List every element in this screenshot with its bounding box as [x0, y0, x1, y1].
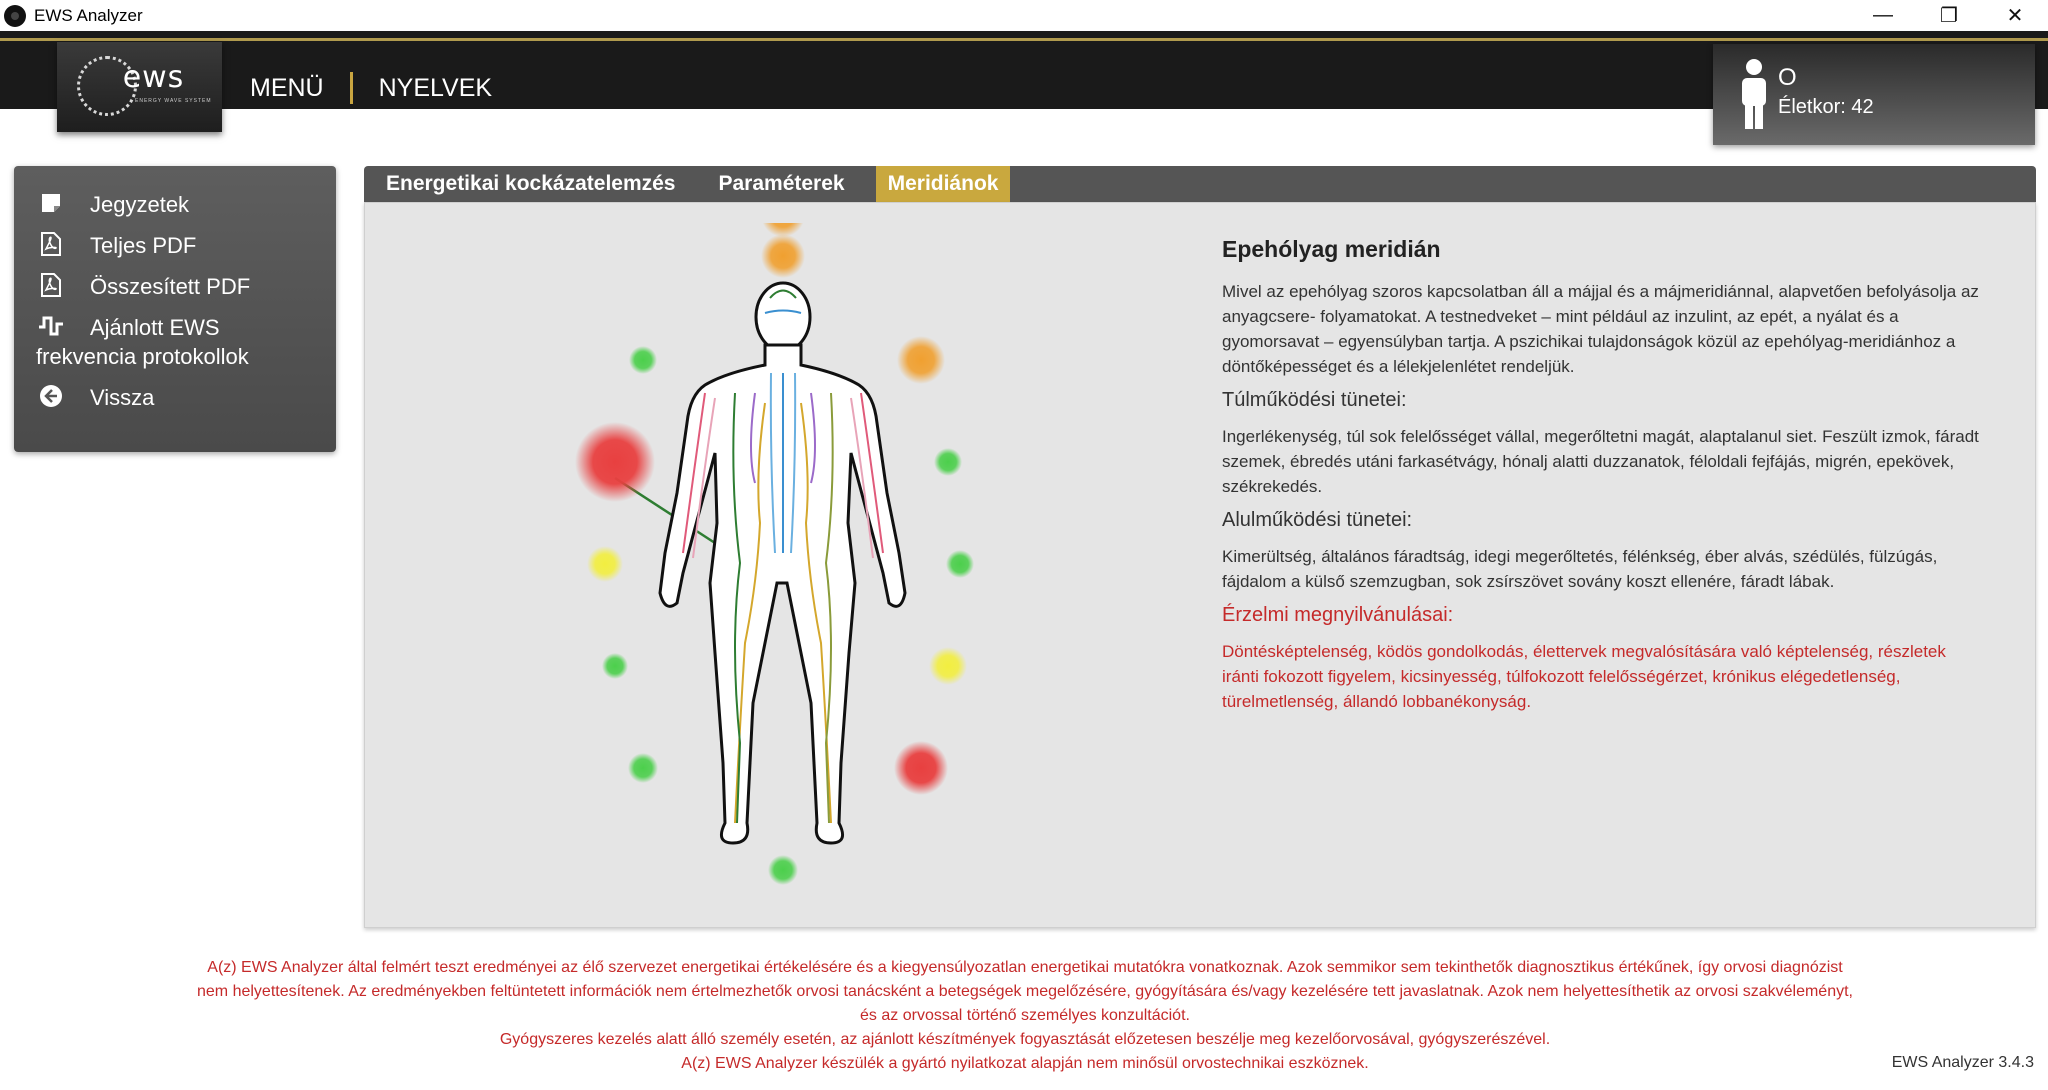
- meridian-point-left-yellow[interactable]: [587, 546, 623, 582]
- meridian-point-right-green-1[interactable]: [934, 448, 962, 476]
- nav-menu[interactable]: MENÜ: [250, 73, 324, 102]
- tab-meridians[interactable]: Meridiánok: [876, 166, 1011, 202]
- minimize-button[interactable]: —: [1873, 4, 1893, 26]
- close-button[interactable]: ✕: [2006, 5, 2024, 27]
- meridian-point-bottom-green[interactable]: [768, 855, 798, 885]
- back-arrow-icon: [38, 383, 64, 409]
- notes-icon: [38, 190, 64, 216]
- pdf-icon: [38, 231, 64, 257]
- nav-separator: [350, 72, 353, 104]
- sidebar-item-full-pdf[interactable]: [14, 231, 336, 260]
- meridian-description: Mivel az epehólyag szoros kapcsolatban áll a májjal és a májmeridiánnal, alapvetően befolyásolja az anyagcsere- folyamatokat. A testnedveket – mint például az inzulint, az epét, a nyálat és a gyomorsavat – egyensúlyban tartja. A pszichikai tulajdonságok közül az epehólyag-meridiánhoz a döntőképességet és a lélekjelenlétet rendeljük.: [1222, 282, 1979, 376]
- disclaimer-line: nem helyettesítenek. Az eredményekben feltüntetett információk nem értelmezhetők orvosi tanácsként a betegségek megelőzésére, gyógyítására és/vagy kezelésére tett javaslatnak. Azok nem helyettesíthetik az orvosi szakvéleményt,: [197, 983, 1853, 1000]
- underactivity-heading: Alulműködési tünetei:: [1222, 509, 1413, 531]
- ews-logo[interactable]: [57, 42, 222, 132]
- meridian-panel: [364, 202, 2036, 928]
- window-title: EWS Analyzer: [34, 5, 143, 25]
- disclaimer-line: és az orvossal történő személyes konzultációt.: [860, 1007, 1190, 1024]
- meridian-point-left-green-3[interactable]: [628, 753, 658, 783]
- sidebar-item-label: Teljes PDF: [90, 233, 197, 258]
- meridian-point-right-green-2[interactable]: [946, 550, 974, 578]
- disclaimer-line: A(z) EWS Analyzer által felmért teszt eredményei az élő szervezet energetikai értékelésére és a kiegyensúlyozatlan energetikai mutatókra vonatkoznak. Azok semmikor sem tekinthetők diagnosztikus értékűnek, így orvosi diagnózist: [207, 959, 1843, 976]
- user-age: Életkor: 42: [1778, 96, 1874, 118]
- summary-pdf-icon: [38, 272, 64, 298]
- tab-bar: [364, 166, 2036, 202]
- sidebar-item-label-line2: frekvencia protokollok: [36, 344, 249, 369]
- header-accent-line: [0, 38, 2048, 41]
- tab-risk-analysis[interactable]: Energetikai kockázatelemzés: [386, 172, 676, 195]
- overactivity-heading: Túlműködési tünetei:: [1222, 389, 1407, 411]
- medical-disclaimer: [140, 956, 1910, 1076]
- sidebar-item-notes[interactable]: [14, 190, 336, 219]
- sidebar-item-frequency-protocols[interactable]: [14, 313, 336, 371]
- sidebar: [14, 166, 336, 452]
- sidebar-item-label: Jegyzetek: [90, 192, 190, 217]
- meridian-info: [1222, 236, 1982, 724]
- emotional-heading: Érzelmi megnyilvánulásai:: [1222, 604, 1454, 626]
- disclaimer-line: Gyógyszeres kezelés alatt álló személy esetén, az ajánlott készítmények fogyasztását előzetesen beszélje meg kezelőorvosával, gyógyszerészével.: [499, 1031, 1551, 1048]
- app-version: EWS Analyzer 3.4.3: [1891, 1054, 2034, 1071]
- meridian-point-top-orange[interactable]: [761, 234, 805, 278]
- app-icon: [4, 5, 26, 27]
- sidebar-item-back[interactable]: [14, 383, 336, 412]
- meridian-point-right-red[interactable]: [894, 741, 948, 795]
- meridian-point-left-green-1[interactable]: [629, 346, 657, 374]
- window-titlebar: [0, 0, 2048, 31]
- emotional-text: Döntésképtelenség, ködös gondolkodás, élettervek megvalósítására való képtelenség, részletek iránti fokozott figyelem, kicsinyesség, túlfokozott felelősségérzet, krónikus elégedetlenség, türelmetlenség, állandó lobbanékonyság.: [1222, 642, 1946, 711]
- logo-text: ews: [122, 59, 185, 95]
- top-nav: [250, 71, 492, 105]
- meridian-point-right-yellow[interactable]: [929, 647, 967, 685]
- restore-button[interactable]: ❐: [1940, 5, 1958, 27]
- meridian-point-right-orange[interactable]: [897, 336, 945, 384]
- meridian-point-left-green-2[interactable]: [602, 653, 628, 679]
- meridian-title: Epehólyag meridián: [1222, 236, 1441, 262]
- overactivity-text: Ingerlékenység, túl sok felelősséget vállal, megerőltetni magát, alaptalanul siet. Feszült izmok, fáradt szemek, ébredés utáni farkasétvágy, hónalj alatti duzzanatok, féloldali fejfájás, migrén, epekövek, székrekedés.: [1222, 427, 1979, 496]
- sidebar-item-label: Ajánlott EWS: [90, 315, 220, 340]
- window-controls: [1850, 0, 2048, 31]
- meridian-points: [365, 203, 1165, 929]
- tab-parameters[interactable]: Paraméterek: [718, 172, 845, 195]
- sidebar-item-label: Vissza: [90, 385, 155, 410]
- frequency-icon: [38, 313, 64, 339]
- logo-subtitle: ENERGY WAVE SYSTEM: [135, 98, 212, 104]
- meridian-point-gallbladder-red[interactable]: [575, 422, 655, 502]
- user-info-box: [1713, 44, 2035, 145]
- user-name: O: [1778, 64, 1797, 91]
- person-icon: [1737, 58, 1771, 130]
- sidebar-item-label: Összesített PDF: [90, 274, 251, 299]
- underactivity-text: Kimerültség, általános fáradtság, idegi megerőltetés, félénkség, éber alvás, szédülés, fülzúgás, fájdalom a külső szemzugban, sok zsírszövet sovány koszt ellenére, fáradt lábak.: [1222, 547, 1938, 591]
- nav-languages[interactable]: NYELVEK: [378, 73, 493, 102]
- disclaimer-line: A(z) EWS Analyzer készülék a gyártó nyilatkozat alapján nem minősül orvostechnikai eszköznek.: [681, 1055, 1369, 1072]
- sidebar-item-summary-pdf[interactable]: [14, 272, 336, 301]
